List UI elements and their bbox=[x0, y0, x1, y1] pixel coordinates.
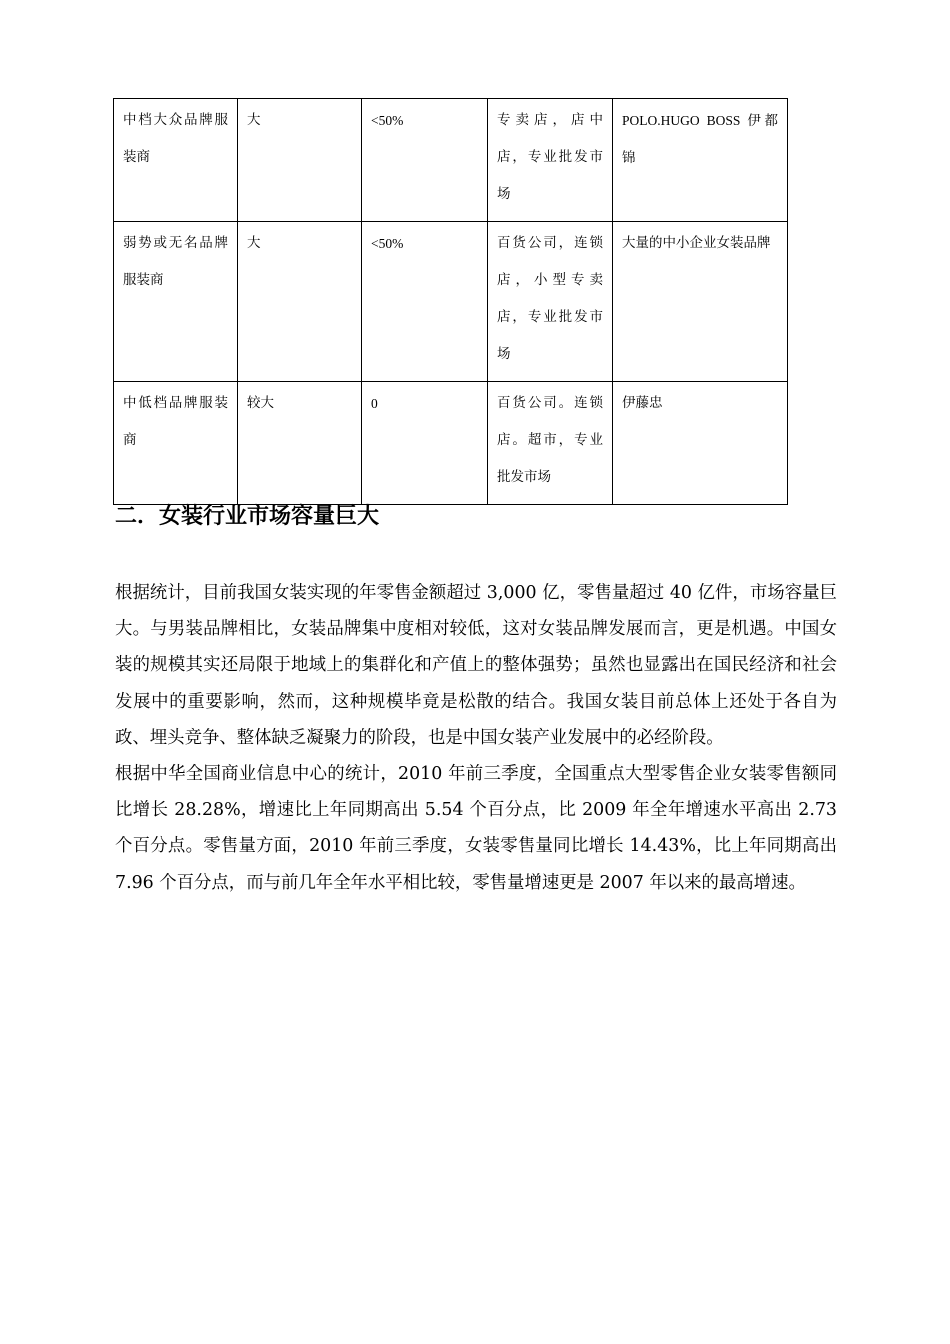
table-cell-brands: POLO.HUGO BOSS 伊都锦 bbox=[613, 99, 788, 222]
body-text bbox=[115, 575, 837, 901]
table-row bbox=[114, 99, 788, 222]
brand-segment-table bbox=[113, 98, 788, 505]
table-row bbox=[114, 382, 788, 505]
section-heading: 二．女装行业市场容量巨大 bbox=[115, 504, 380, 529]
table-cell-scale: 大 bbox=[238, 222, 362, 382]
table-cell-brands: 伊藤忠 bbox=[613, 382, 788, 505]
table-cell-share: 0 bbox=[362, 382, 488, 505]
table-row bbox=[114, 222, 788, 382]
paragraph-retail-statistics: 根据中华全国商业信息中心的统计，2010 年前三季度，全国重点大型零售企业女装零售额同比增长 28.28%，增速比上年同期高出 5.54 个百分点，比 2009 年全年增速水平高出 2.73 个百分点。零售量方面，2010 年前三季度，女装零售量同比增长 14.43%，比上年同期高出 7.96 个百分点，而与前几年全年水平相比较，零售量增速更是 2007 年以来的最高增速。 bbox=[115, 764, 837, 893]
table-cell-type: 中档大众品牌服装商 bbox=[114, 99, 238, 222]
table-cell-type: 弱势或无名品牌服装商 bbox=[114, 222, 238, 382]
table-cell-brands: 大量的中小企业女装品牌 bbox=[613, 222, 788, 382]
table-cell-share: <50% bbox=[362, 99, 488, 222]
paragraph-market-size: 根据统计，目前我国女装实现的年零售金额超过 3,000 亿，零售量超过 40 亿件，市场容量巨大。与男装品牌相比，女装品牌集中度相对较低，这对女装品牌发展而言，更是机遇。中国女装的规模其实还局限于地域上的集群化和产值上的整体强势；虽然也显露出在国民经济和社会发展中的重要影响，然而，这种规模毕竟是松散的结合。我国女装目前总体上还处于各自为政、埋头竞争、整体缺乏凝聚力的阶段，也是中国女装产业发展中的必经阶段。 bbox=[115, 583, 837, 748]
table-cell-share: <50% bbox=[362, 222, 488, 382]
table-cell-channels: 专卖店，店中店，专业批发市场 bbox=[488, 99, 613, 222]
table-cell-type: 中低档品牌服装商 bbox=[114, 382, 238, 505]
table-cell-channels: 百货公司。连锁店。超市，专业批发市场 bbox=[488, 382, 613, 505]
table-cell-channels: 百货公司，连锁店，小型专卖店，专业批发市场 bbox=[488, 222, 613, 382]
table-cell-scale: 大 bbox=[238, 99, 362, 222]
table-cell-scale: 较大 bbox=[238, 382, 362, 505]
